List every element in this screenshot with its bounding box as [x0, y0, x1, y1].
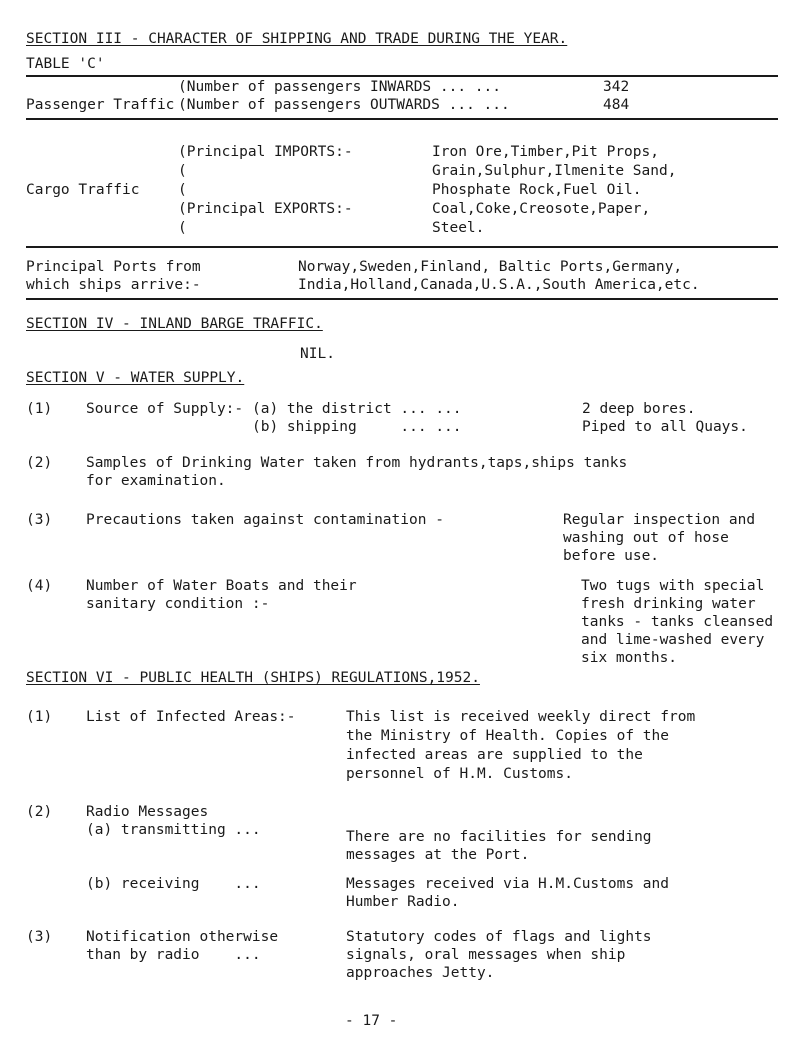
bracket: ( [178, 182, 187, 198]
passengers-inward-value: 342 [603, 79, 630, 95]
section-3-title: SECTION III - CHARACTER OF SHIPPING AND TRADE DURING THE YEAR. [26, 31, 568, 47]
precautions-text: Regular inspection and [563, 512, 756, 528]
infected-areas-text: the Ministry of Health. Copies of the [346, 728, 670, 744]
water-boats-text: fresh drinking water [581, 596, 756, 612]
principal-ports-label: which ships arrive:- [26, 277, 201, 293]
water-samples-text: for examination. [86, 473, 226, 489]
bracket: ( [178, 163, 187, 179]
water-boats-text: Two tugs with special [581, 578, 765, 594]
passengers-outward-value: 484 [603, 97, 630, 113]
section-6-title: SECTION VI - PUBLIC HEALTH (SHIPS) REGULATIONS,1952. [26, 670, 480, 686]
imports-list-line: Iron Ore,Timber,Pit Props, [432, 144, 659, 160]
radio-messages-label: Radio Messages [86, 804, 209, 820]
notification-label: than by radio ... [86, 947, 261, 963]
infected-areas-text: infected areas are supplied to the [346, 747, 643, 763]
exports-list-line: Coal,Coke,Creosote,Paper, [432, 201, 651, 217]
water-boats-text: tanks - tanks cleansed [581, 614, 774, 630]
principal-ports-list: Norway,Sweden,Finland, Baltic Ports,Germany, [298, 259, 683, 275]
principal-ports-label: Principal Ports from [26, 259, 201, 275]
water-boats-text: six months. [581, 650, 678, 666]
item-number: (3) [26, 929, 53, 945]
exports-list-line: Steel. [432, 220, 485, 236]
radio-receiving-label: (b) receiving ... [86, 876, 261, 892]
infected-areas-label: List of Infected Areas:- [86, 709, 296, 725]
supply-shipping-value: Piped to all Quays. [582, 419, 748, 435]
water-boats-text: and lime-washed every [581, 632, 765, 648]
item-number: (4) [26, 578, 53, 594]
water-samples-text: Samples of Drinking Water taken from hydrants,taps,ships tanks [86, 455, 628, 471]
item-number: (1) [26, 709, 53, 725]
radio-receiving-text: Humber Radio. [346, 894, 460, 910]
precautions-text: before use. [563, 548, 660, 564]
supply-shipping-label: (b) shipping ... ... [252, 419, 462, 435]
radio-transmitting-text: messages at the Port. [346, 847, 530, 863]
bracket: ( [178, 220, 187, 236]
divider [26, 298, 778, 300]
divider [26, 75, 778, 77]
section-4-value: NIL. [300, 346, 335, 362]
notification-text: Statutory codes of flags and lights [346, 929, 652, 945]
principal-exports-label: (Principal EXPORTS:- [178, 201, 353, 217]
divider [26, 246, 778, 248]
table-label: TABLE 'C' [26, 56, 105, 72]
imports-list-line: Grain,Sulphur,Ilmenite Sand, [432, 163, 677, 179]
water-boats-label: sanitary condition :- [86, 596, 270, 612]
notification-text: signals, oral messages when ship [346, 947, 626, 963]
passengers-outward-label: (Number of passengers OUTWARDS ... ... [178, 97, 510, 113]
principal-ports-list: India,Holland,Canada,U.S.A.,South America,etc. [298, 277, 700, 293]
section-5-title: SECTION V - WATER SUPPLY. [26, 370, 245, 386]
item-number: (2) [26, 804, 53, 820]
supply-district-value: 2 deep bores. [582, 401, 696, 417]
item-number: (1) [26, 401, 53, 417]
radio-receiving-text: Messages received via H.M.Customs and [346, 876, 670, 892]
imports-list-line: Phosphate Rock,Fuel Oil. [432, 182, 642, 198]
principal-imports-label: (Principal IMPORTS:- [178, 144, 353, 160]
supply-district-label: (a) the district ... ... [252, 401, 462, 417]
infected-areas-text: This list is received weekly direct from [346, 709, 696, 725]
radio-transmitting-label: (a) transmitting ... [86, 822, 261, 838]
radio-transmitting-text: There are no facilities for sending [346, 829, 652, 845]
page-number: - 17 - [345, 1013, 398, 1029]
infected-areas-text: personnel of H.M. Customs. [346, 766, 573, 782]
item-number: (2) [26, 455, 53, 471]
passenger-traffic-label: Passenger Traffic [26, 97, 175, 113]
precautions-label: Precautions taken against contamination - [86, 512, 444, 528]
notification-text: approaches Jetty. [346, 965, 495, 981]
passengers-inward-label: (Number of passengers INWARDS ... ... [178, 79, 502, 95]
divider [26, 118, 778, 120]
notification-label: Notification otherwise [86, 929, 279, 945]
cargo-traffic-label: Cargo Traffic [26, 182, 140, 198]
precautions-text: washing out of hose [563, 530, 729, 546]
source-of-supply-label: Source of Supply:- [86, 401, 244, 417]
item-number: (3) [26, 512, 53, 528]
section-4-title: SECTION IV - INLAND BARGE TRAFFIC. [26, 316, 323, 332]
water-boats-label: Number of Water Boats and their [86, 578, 357, 594]
